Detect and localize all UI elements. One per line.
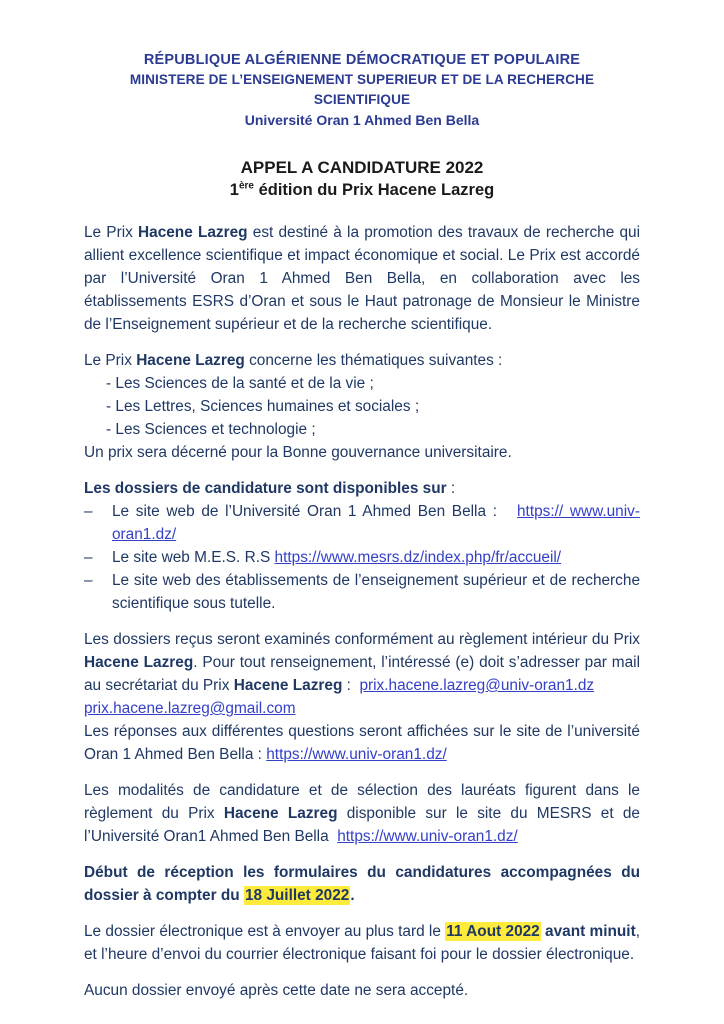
bullet-site-etablissements: [84, 569, 640, 615]
document-title: [84, 156, 640, 202]
text-run: Un prix sera décerné pour la Bonne gouvernance universitaire.: [84, 444, 512, 461]
email-gmail-link[interactable]: prix.hacene.lazreg@gmail.com: [84, 700, 296, 717]
email-univ-link[interactable]: prix.hacene.lazreg@univ-oran1.dz: [359, 677, 595, 694]
text-run: avant minuit: [545, 923, 636, 940]
paragraph-aucun-dossier: [84, 979, 640, 1002]
list-item-lettres: [84, 395, 640, 418]
text-run: :: [446, 480, 456, 497]
text-run: Hacene Lazreg: [84, 654, 194, 671]
text-run: Hacene Lazreg: [233, 677, 343, 694]
text-run: Le site web de l’Université Oran 1 Ahmed Ben Bella :: [112, 503, 517, 520]
text-run: –: [84, 549, 93, 566]
paragraph-prix-description: [84, 221, 640, 336]
paragraph-modalites: [84, 779, 640, 848]
text-run: Les modalités de candidature et de sélection des lauréats figurent dans le règlement du Prix: [84, 782, 640, 822]
text-run: Les réponses aux différentes questions seront affichées sur le site de l’université Oran 1 Ahmed Ben Bella :: [84, 723, 640, 763]
paragraph-bonne-gouvernance: [84, 441, 640, 464]
text-run: Les dossiers de candidature sont disponibles sur: [84, 480, 447, 497]
text-run: Le Prix: [84, 352, 137, 369]
text-run: concerne les thématiques suivantes :: [244, 352, 503, 369]
bullet-site-mesrs: [84, 546, 640, 569]
text-run: Aucun dossier envoyé après cette date ne sera accepté.: [84, 982, 469, 999]
title-edition-rest: édition du Prix Hacene Lazreg: [253, 181, 495, 199]
text-run: - Les Lettres, Sciences humaines et sociales ;: [106, 398, 420, 415]
highlighted-date: 18 Juillet 2022: [244, 887, 350, 904]
univ-oran1-site-link-3[interactable]: https://www.univ-oran1.dz/: [337, 828, 518, 845]
text-run: .: [350, 887, 355, 904]
document-body: [84, 221, 640, 1002]
text-run: Hacene Lazreg: [223, 805, 338, 822]
title-appel-candidature: APPEL A CANDIDATURE 2022: [240, 158, 484, 177]
text-run: Les dossiers reçus seront examinés conformément au règlement intérieur du Prix: [84, 631, 640, 648]
text-run: - Les Sciences et technologie ;: [106, 421, 316, 438]
text-run: est destiné à la promotion des travaux de recherche qui allient excellence scientifique et impact économique et social. Le Prix est accordé par l’Université Oran 1 Ahmed Ben Bella, en collaboration avec les établissements ESRS d’Oran et sous le Haut patronage de Monsieur le Ministre de l’Enseignement supérieur et de la recherche scientifique.: [84, 224, 641, 333]
text-run: Le site web M.E.S. R.S: [112, 549, 275, 566]
text-run: Début de réception les formulaires du candidatures accompagnées du dossier à compter du: [84, 864, 640, 904]
bullet-site-univ-oran1: [84, 500, 640, 546]
heading-dossiers-disponibles: [84, 477, 640, 500]
mesrs-site-link[interactable]: https://www.mesrs.dz/index.php/fr/accueil/: [274, 549, 562, 566]
paragraph-dossier-electronique: [84, 920, 640, 966]
header-university-line: Université Oran 1 Ahmed Ben Bella: [244, 112, 480, 128]
text-run: Le site web des établissements de l’enseignement supérieur et de recherche scientifique sous tutelle.: [112, 572, 640, 612]
paragraph-examen-dossiers: [84, 628, 640, 766]
text-run: disponible sur le site du MESRS et de l’Université Oran1 Ahmed Ben Bella: [84, 805, 640, 845]
header-republic-line: RÉPUBLIQUE ALGÉRIENNE DÉMOCRATIQUE ET POPULAIRE: [143, 52, 581, 68]
text-run: :: [342, 677, 360, 694]
text-run: Le Prix: [84, 224, 139, 241]
header-ministry-line: MINISTERE DE L’ENSEIGNEMENT SUPERIEUR ET DE LA RECHERCHE SCIENTIFIQUE: [129, 72, 595, 107]
highlighted-date: 11 Aout 2022: [446, 923, 540, 940]
document-header: [84, 50, 640, 130]
title-edition-number: 1: [229, 181, 239, 199]
univ-oran1-site-link[interactable]: https:// www.univ-oran1.dz/: [112, 503, 640, 543]
text-run: –: [84, 572, 93, 589]
list-item-sciences-technologie: [84, 418, 640, 441]
text-run: - Les Sciences de la santé et de la vie ;: [106, 375, 374, 392]
list-item-sciences-sante: [84, 372, 640, 395]
text-run: Le dossier électronique est à envoyer au plus tard le: [84, 923, 446, 940]
title-edition-prix: [84, 179, 640, 202]
text-run: Hacene Lazreg: [138, 224, 248, 241]
text-run: . Pour tout renseignement, l’intéressé (e) doit s’adresser par mail au secrétariat du Prix: [84, 654, 640, 694]
paragraph-thematiques-intro: [84, 349, 640, 372]
paragraph-debut-reception: [84, 861, 640, 907]
univ-oran1-site-link-2[interactable]: https://www.univ-oran1.dz/: [266, 746, 447, 763]
text-run: Hacene Lazreg: [136, 352, 245, 369]
text-run: –: [84, 503, 93, 520]
text-run: , et l’heure d’envoi du courrier électronique faisant foi pour le dossier électronique.: [84, 923, 640, 963]
title-edition-ordinal-suffix: ère: [238, 180, 254, 192]
